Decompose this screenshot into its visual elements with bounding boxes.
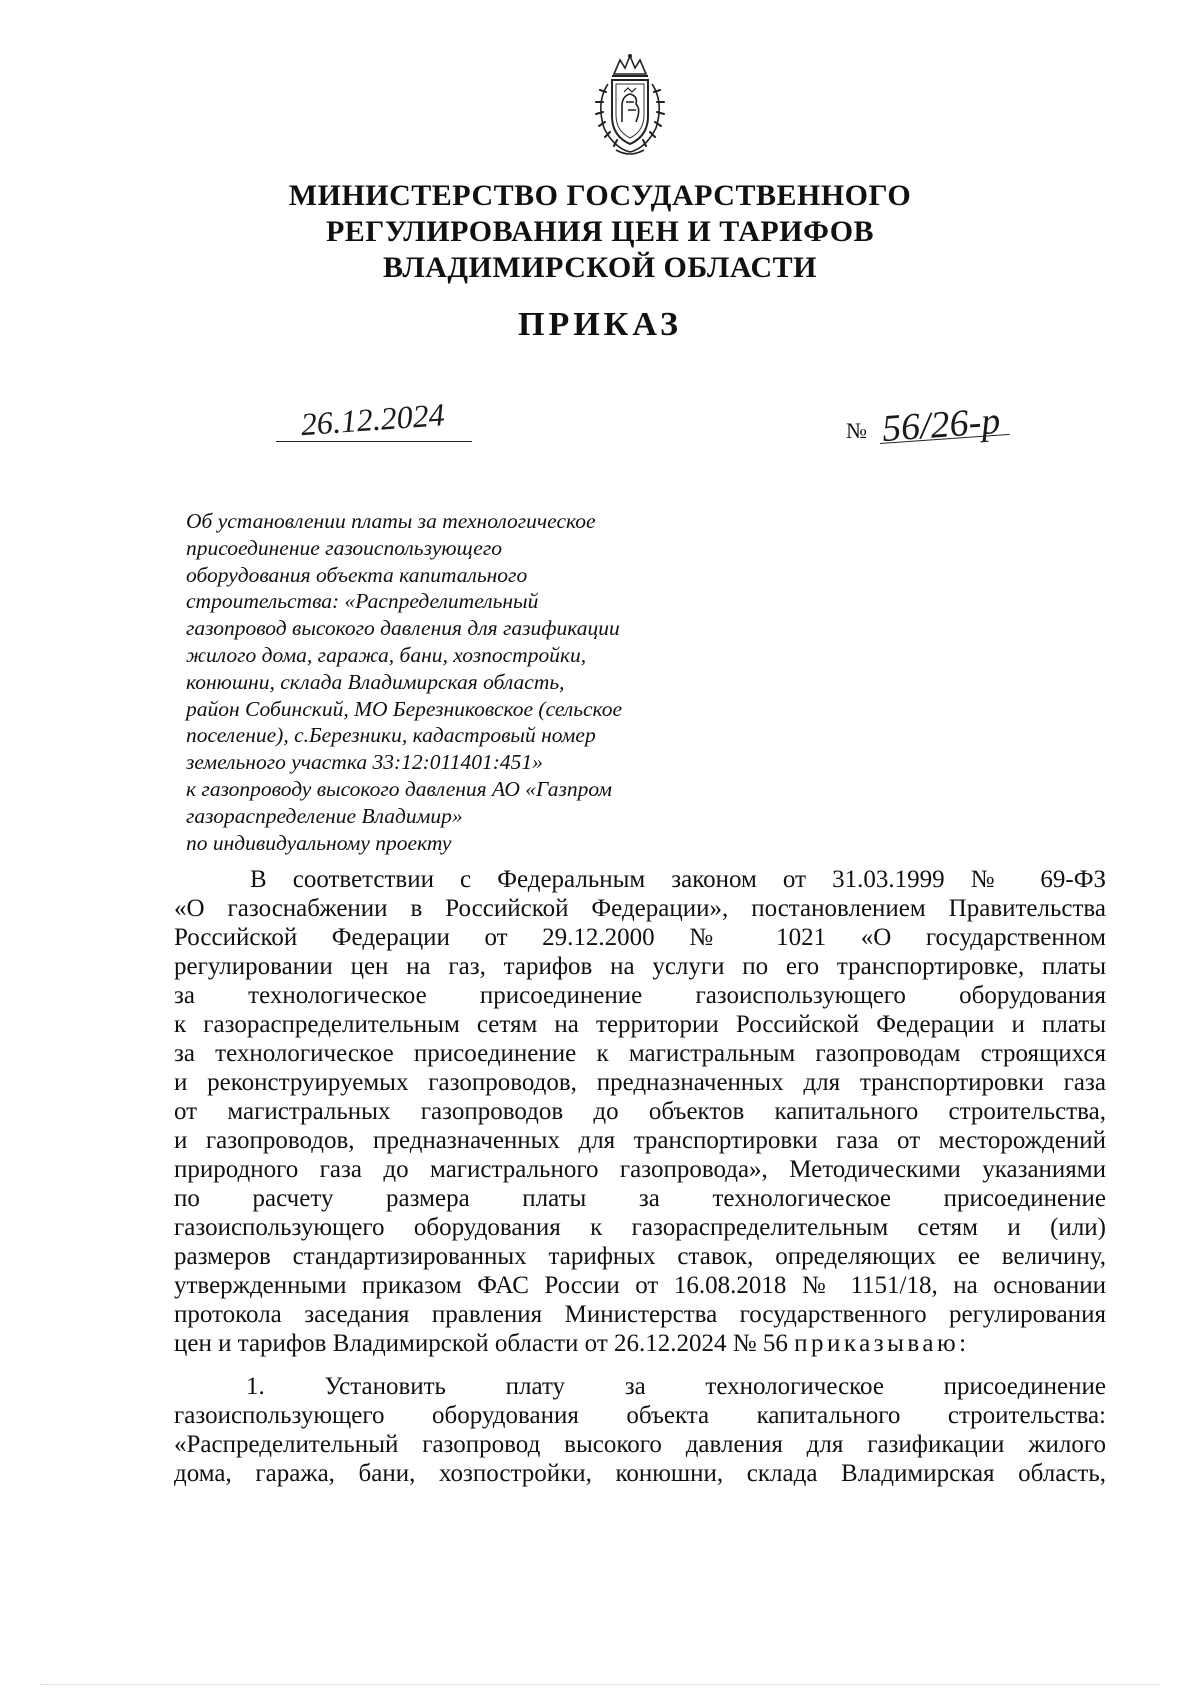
- body-line: и реконструируемых газопроводов, предназначенных для транспортировки газа: [174, 1069, 1106, 1096]
- paragraph-preamble: [174, 865, 1106, 1358]
- number-sign: №: [846, 418, 867, 443]
- order-word: приказываю:: [794, 1330, 970, 1357]
- body-line: «О газоснабжении в Российской Федерации», постановлением Правительства: [174, 895, 1106, 922]
- subject-line: поселение), с.Березники, кадастровый номер: [186, 723, 596, 748]
- subject-line: земельного участка 33:12:011401:451»: [186, 750, 543, 775]
- ministry-line: ВЛАДИМИРСКОЙ ОБЛАСТИ: [383, 251, 817, 284]
- date-underline: [276, 441, 472, 442]
- document-type-title: ПРИКАЗ: [518, 306, 682, 343]
- ministry-line: РЕГУЛИРОВАНИЯ ЦЕН И ТАРИФОВ: [325, 215, 875, 248]
- subject-line: оборудования объекта капитального: [186, 562, 528, 587]
- body-line: дома, гаража, бани, хозпостройки, конюшни, склада Владимирская область,: [174, 1460, 1106, 1487]
- subject-line: район Собинский, МО Березниковское (сельское: [186, 696, 623, 721]
- document-number-field: [846, 399, 1056, 451]
- ministry-line: МИНИСТЕРСТВО ГОСУДАРСТВЕННОГО: [288, 179, 912, 212]
- body-line: газоиспользующего оборудования к газораспределительным сетям и (или): [174, 1214, 1106, 1241]
- paragraph-item-1: [174, 1372, 1106, 1488]
- body-line: 1. Установить плату за технологическое присоединение: [246, 1373, 1106, 1400]
- subject-line: строительства: «Распределительный: [186, 589, 539, 614]
- body-line: В соответствии с Федеральным законом от 31.03.1999 № 69-ФЗ: [250, 866, 1106, 893]
- body-line: «Распределительный газопровод высокого давления для газификации жилого: [174, 1431, 1106, 1458]
- body-line: утвержденными приказом ФАС России от 16.08.2018 № 1151/18, на основании: [174, 1272, 1106, 1299]
- ministry-name: [180, 178, 1020, 286]
- subject-line: присоединение газоиспользующего: [186, 535, 502, 560]
- body-line: и газопроводов, предназначенных для транспортировки газа от месторождений: [174, 1127, 1106, 1154]
- document-number: 56/26-р: [880, 399, 1002, 451]
- body-line: за технологическое присоединение к магистральным газопроводам строящихся: [174, 1040, 1106, 1067]
- body-line: по расчету размера платы за технологическое присоединение: [174, 1185, 1106, 1212]
- body-line: от магистральных газопроводов до объектов капитального строительства,: [174, 1098, 1106, 1125]
- subject-line: конюшни, склада Владимирская область,: [186, 669, 565, 694]
- body-line: протокола заседания правления Министерства государственного регулирования: [174, 1301, 1106, 1328]
- subject-line: газораспределение Владимир»: [186, 803, 463, 828]
- document-subject: [186, 508, 706, 856]
- body-line: размеров стандартизированных тарифных ставок, определяющих ее величину,: [174, 1243, 1106, 1270]
- subject-line: Об установлении платы за технологическое: [186, 509, 596, 533]
- document-date: 26.12.2024: [299, 396, 446, 443]
- body-line: природного газа до магистрального газопровода», Методическими указаниями: [174, 1156, 1106, 1183]
- subject-line: к газопроводу высокого давления АО «Газпром: [186, 776, 613, 801]
- subject-line: по индивидуальному проекту: [186, 830, 452, 855]
- body-line: регулировании цен на газ, тарифов на услуги по его транспортировке, платы: [174, 953, 1106, 980]
- body-line-text: цен и тарифов Владимирской области от 26.12.2024 № 56: [174, 1330, 795, 1357]
- body-line: за технологическое присоединение газоиспользующего оборудования: [174, 982, 1106, 1009]
- subject-line: газопровод высокого давления для газификации: [186, 616, 620, 641]
- body-line: газоиспользующего оборудования объекта капитального строительства:: [174, 1402, 1106, 1429]
- document-date-field: [276, 396, 472, 443]
- document-body: [174, 865, 1106, 1488]
- subject-line: жилого дома, гаража, бани, хозпостройки,: [186, 642, 587, 667]
- body-line: к газораспределительным сетям на территории Российской Федерации и платы: [174, 1011, 1106, 1038]
- body-line: Российской Федерации от 29.12.2000 № 1021 «О государственном: [174, 924, 1106, 951]
- coat-of-arms-emblem: [578, 52, 682, 160]
- body-line-final: [174, 1329, 1106, 1358]
- coat-of-arms-icon: [578, 52, 682, 160]
- scan-edge-noise: [40, 1684, 1160, 1685]
